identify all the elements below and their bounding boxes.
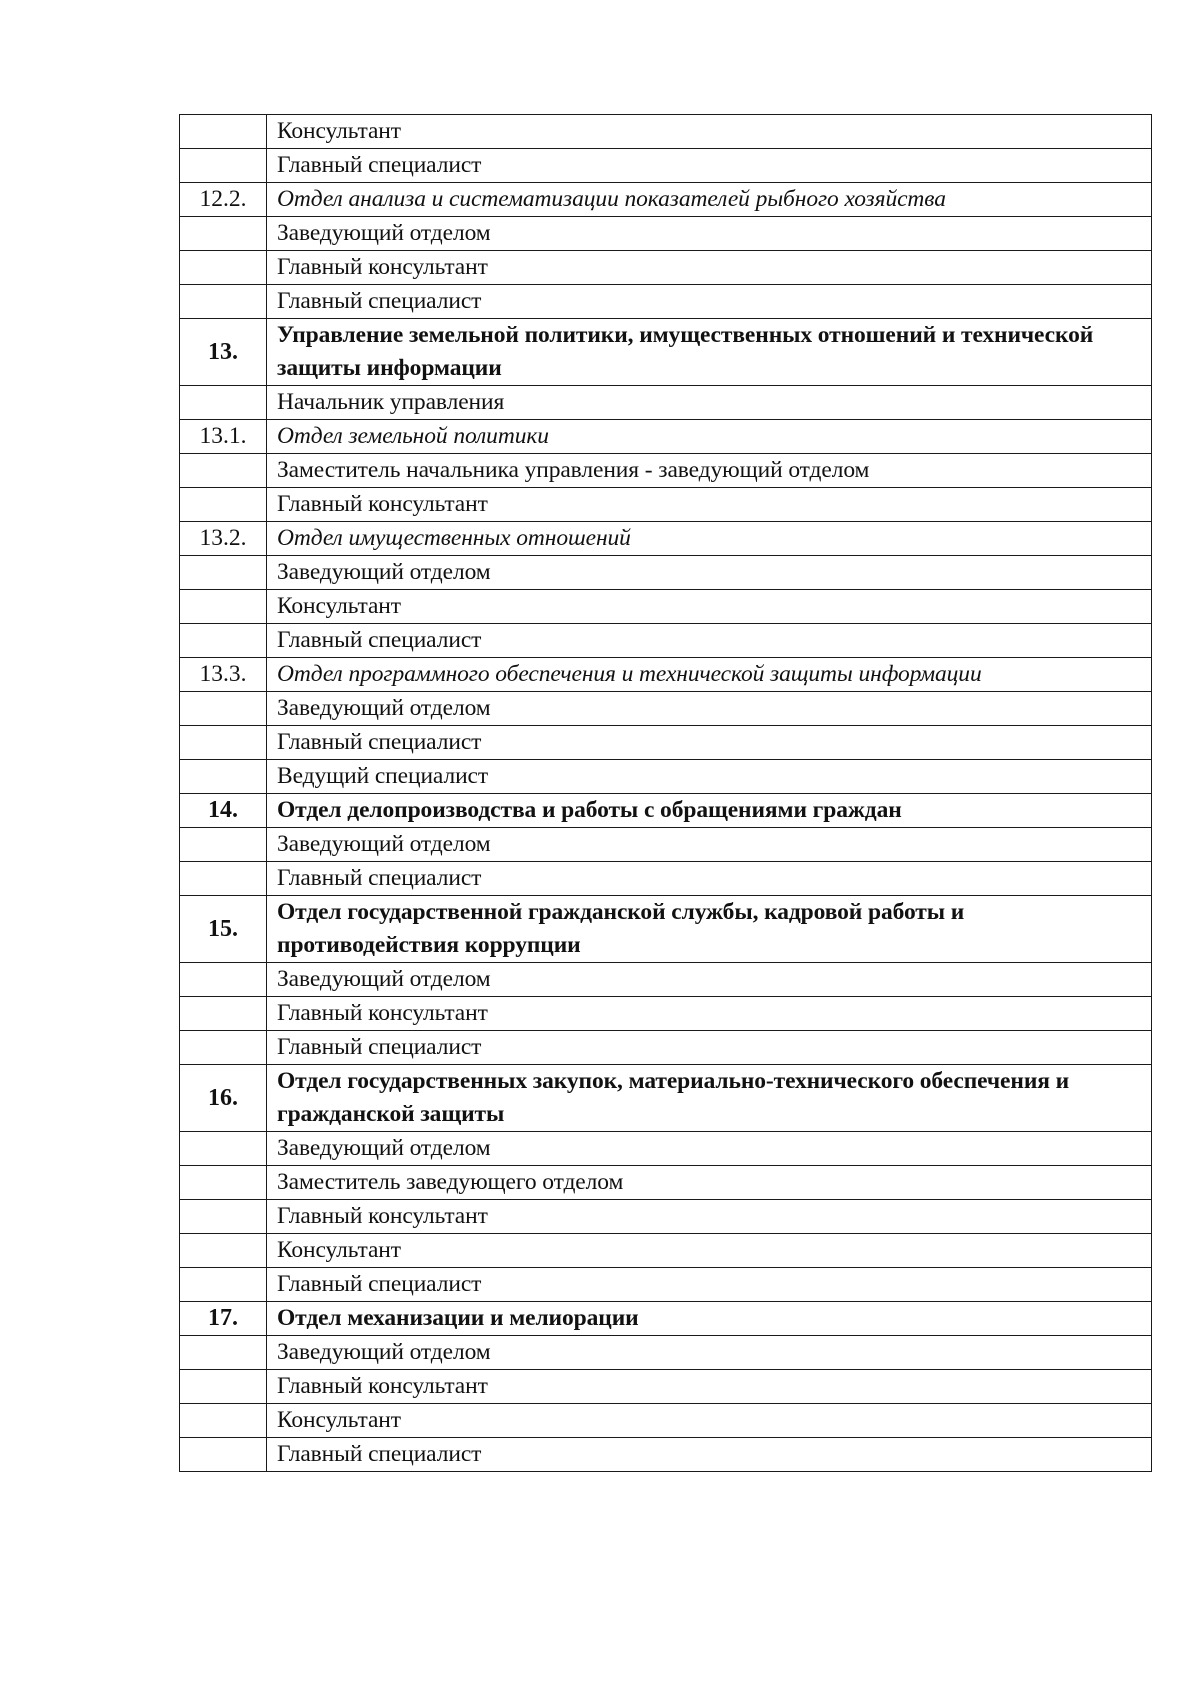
position-title-cell: Главный специалист — [267, 285, 1152, 319]
position-row — [180, 692, 1152, 726]
row-number-cell — [180, 1438, 267, 1472]
section-title-cell: Отдел делопроизводства и работы с обращениями граждан — [267, 794, 1152, 828]
position-row — [180, 997, 1152, 1031]
row-number-cell — [180, 217, 267, 251]
row-number-cell — [180, 963, 267, 997]
position-row — [180, 217, 1152, 251]
position-title-cell: Главный специалист — [267, 1268, 1152, 1302]
row-number-cell — [180, 624, 267, 658]
row-number-cell — [180, 1370, 267, 1404]
position-row — [180, 1336, 1152, 1370]
row-number-cell — [180, 1336, 267, 1370]
row-number-cell: 15. — [180, 896, 267, 963]
row-number-cell — [180, 1031, 267, 1065]
position-title-cell: Заведующий отделом — [267, 828, 1152, 862]
section-title-cell: Отдел программного обеспечения и технической защиты информации — [267, 658, 1152, 692]
position-row — [180, 862, 1152, 896]
row-number-cell: 13.3. — [180, 658, 267, 692]
position-title-cell: Заведующий отделом — [267, 692, 1152, 726]
position-row — [180, 590, 1152, 624]
position-row — [180, 963, 1152, 997]
row-number-cell — [180, 1268, 267, 1302]
position-title-cell: Главный консультант — [267, 1200, 1152, 1234]
row-number-cell: 14. — [180, 794, 267, 828]
position-title-cell: Главный специалист — [267, 1031, 1152, 1065]
row-number-cell: 12.2. — [180, 183, 267, 217]
position-row — [180, 251, 1152, 285]
position-title-cell: Заведующий отделом — [267, 1132, 1152, 1166]
row-number-cell: 17. — [180, 1302, 267, 1336]
position-title-cell: Главный консультант — [267, 251, 1152, 285]
row-number-cell: 13.1. — [180, 420, 267, 454]
position-title-cell: Заведующий отделом — [267, 556, 1152, 590]
row-number-cell — [180, 149, 267, 183]
position-title-cell: Главный консультант — [267, 1370, 1152, 1404]
position-row — [180, 624, 1152, 658]
row-number-cell: 13.2. — [180, 522, 267, 556]
position-title-cell: Главный специалист — [267, 1438, 1152, 1472]
position-row — [180, 454, 1152, 488]
position-title-cell: Главный специалист — [267, 624, 1152, 658]
row-number-cell — [180, 115, 267, 149]
section-title-cell: Управление земельной политики, имущественных отношений и технической защиты информации — [267, 319, 1152, 386]
position-row — [180, 1031, 1152, 1065]
row-number-cell — [180, 1166, 267, 1200]
position-row — [180, 115, 1152, 149]
section-row — [180, 420, 1152, 454]
section-row — [180, 794, 1152, 828]
position-title-cell: Заведующий отделом — [267, 963, 1152, 997]
row-number-cell — [180, 828, 267, 862]
position-row — [180, 1438, 1152, 1472]
row-number-cell — [180, 862, 267, 896]
position-row — [180, 556, 1152, 590]
position-row — [180, 1234, 1152, 1268]
section-title-cell: Отдел земельной политики — [267, 420, 1152, 454]
position-title-cell: Главный консультант — [267, 997, 1152, 1031]
position-row — [180, 1404, 1152, 1438]
section-title-cell: Отдел имущественных отношений — [267, 522, 1152, 556]
row-number-cell — [180, 1234, 267, 1268]
position-title-cell: Заместитель заведующего отделом — [267, 1166, 1152, 1200]
row-number-cell: 16. — [180, 1065, 267, 1132]
position-row — [180, 1132, 1152, 1166]
position-title-cell: Главный консультант — [267, 488, 1152, 522]
position-title-cell: Заведующий отделом — [267, 217, 1152, 251]
position-title-cell: Главный специалист — [267, 149, 1152, 183]
row-number-cell: 13. — [180, 319, 267, 386]
position-title-cell: Консультант — [267, 115, 1152, 149]
position-row — [180, 149, 1152, 183]
position-title-cell: Главный специалист — [267, 862, 1152, 896]
row-number-cell — [180, 590, 267, 624]
row-number-cell — [180, 454, 267, 488]
position-title-cell: Консультант — [267, 1404, 1152, 1438]
position-row — [180, 1370, 1152, 1404]
section-title-cell: Отдел механизации и мелиорации — [267, 1302, 1152, 1336]
section-row — [180, 1065, 1152, 1132]
section-row — [180, 1302, 1152, 1336]
row-number-cell — [180, 692, 267, 726]
position-row — [180, 1200, 1152, 1234]
section-title-cell: Отдел анализа и систематизации показателей рыбного хозяйства — [267, 183, 1152, 217]
position-title-cell: Главный специалист — [267, 726, 1152, 760]
position-title-cell: Ведущий специалист — [267, 760, 1152, 794]
section-row — [180, 896, 1152, 963]
position-row — [180, 488, 1152, 522]
position-row — [180, 726, 1152, 760]
row-number-cell — [180, 1200, 267, 1234]
position-row — [180, 828, 1152, 862]
row-number-cell — [180, 251, 267, 285]
section-title-cell: Отдел государственной гражданской службы, кадровой работы и противодействия коррупции — [267, 896, 1152, 963]
position-row — [180, 285, 1152, 319]
position-row — [180, 1268, 1152, 1302]
row-number-cell — [180, 1404, 267, 1438]
section-title-cell: Отдел государственных закупок, материально-технического обеспечения и гражданской защиты — [267, 1065, 1152, 1132]
row-number-cell — [180, 726, 267, 760]
row-number-cell — [180, 285, 267, 319]
section-row — [180, 319, 1152, 386]
section-row — [180, 183, 1152, 217]
position-row — [180, 760, 1152, 794]
position-title-cell: Консультант — [267, 590, 1152, 624]
row-number-cell — [180, 1132, 267, 1166]
table-body — [180, 115, 1152, 1472]
position-title-cell: Начальник управления — [267, 386, 1152, 420]
row-number-cell — [180, 386, 267, 420]
section-row — [180, 522, 1152, 556]
staff-positions-table — [179, 114, 1152, 1472]
position-title-cell: Заместитель начальника управления - заведующий отделом — [267, 454, 1152, 488]
position-row — [180, 386, 1152, 420]
position-title-cell: Заведующий отделом — [267, 1336, 1152, 1370]
row-number-cell — [180, 997, 267, 1031]
row-number-cell — [180, 488, 267, 522]
position-title-cell: Консультант — [267, 1234, 1152, 1268]
row-number-cell — [180, 556, 267, 590]
section-row — [180, 658, 1152, 692]
row-number-cell — [180, 760, 267, 794]
position-row — [180, 1166, 1152, 1200]
